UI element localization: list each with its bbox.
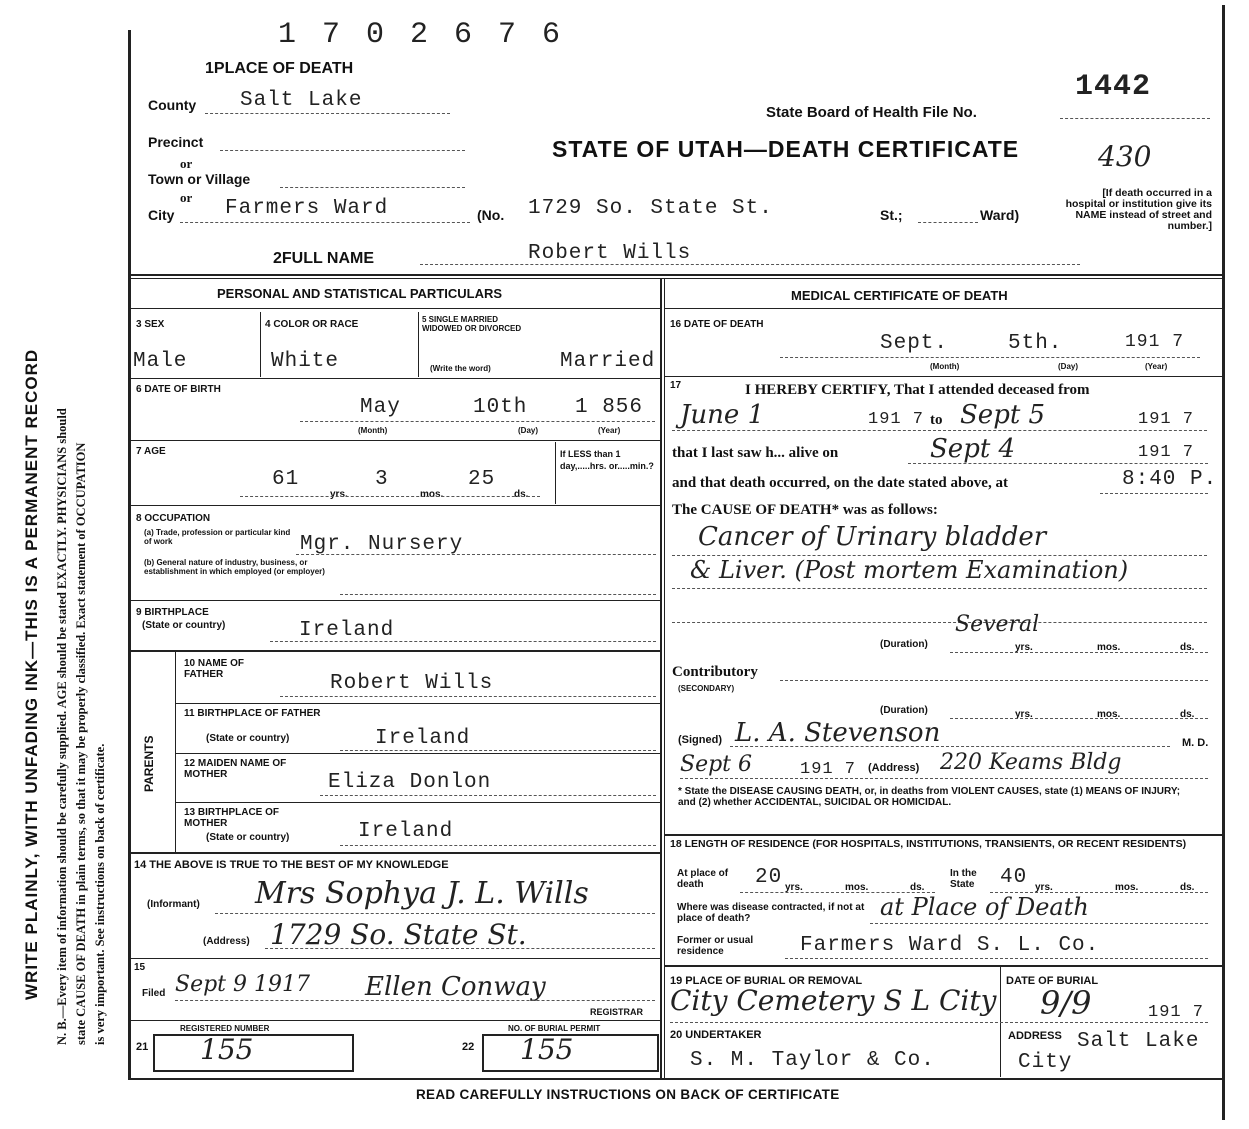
cause-of-death-line2: & Liver. (Post mortem Examination) [690, 556, 1129, 584]
former-residence-line [785, 958, 1208, 959]
mother-birthplace-value: Ireland [358, 820, 454, 843]
cause-line-2 [672, 588, 1207, 589]
occupation-a-label: (a) Trade, profession or particular kind of work [144, 528, 291, 546]
sex-value: Male [133, 350, 188, 373]
attended-to: Sept 5 [960, 400, 1046, 430]
date-of-death-day: 5th. [1008, 332, 1063, 355]
former-residence-value: Farmers Ward S. L. Co. [800, 934, 1100, 957]
cause-of-death-label: The CAUSE OF DEATH* was as follows: [672, 502, 938, 518]
registered-number-label: REGISTERED NUMBER [180, 1024, 270, 1033]
file-no-line [1060, 118, 1210, 119]
sex-label: 3 SEX [136, 319, 165, 330]
certify-number: 17 [670, 380, 682, 391]
file-no-label: State Board of Health File No. [766, 104, 977, 121]
filed-line [175, 1000, 655, 1001]
dob-day: 10th [473, 396, 528, 419]
cause-footnote: * State the DISEASE CAUSING DEATH, or, in deaths from VIOLENT CAUSES, state (1) MEANS OF INJURY; and (2) whether ACCIDENTAL, SUICIDAL OR HOMICIDAL. [678, 786, 1181, 808]
mother-line [320, 795, 656, 796]
personal-rule-9 [128, 1020, 660, 1021]
dob-month: May [360, 396, 401, 419]
personal-rule-3 [128, 440, 660, 441]
margin-note-line1: N. B.—Every item of information should be carefully supplied. AGE should be stated EXACTLY. PHYSICIANS should [55, 408, 69, 1045]
certificate-title: STATE OF UTAH—DEATH CERTIFICATE [552, 136, 1020, 162]
physician-signature: L. A. Stevenson [735, 718, 941, 748]
in-state-yrs: yrs. [1035, 882, 1053, 893]
dod-year-caption: (Year) [1145, 362, 1168, 371]
place-of-death-label: 1PLACE OF DEATH [205, 60, 354, 77]
employer-line [340, 594, 656, 595]
registered-number-value: 155 [200, 1033, 254, 1066]
personal-rule-6 [128, 650, 660, 652]
medical-rule-1 [664, 308, 1222, 309]
doctor-address-value: 220 Keams Bldg [940, 750, 1122, 775]
burial-year: 191 7 [1148, 1003, 1205, 1022]
dob-year: 1 856 [575, 396, 644, 419]
informant-value: Mrs Sophya J. L. Wills [255, 876, 589, 911]
margin-permanent-record: WRITE PLAINLY, WITH UNFADING INK—THIS IS A PERMANENT RECORD [22, 348, 41, 1000]
filed-number: 15 [134, 962, 146, 973]
mother-value: Eliza Donlon [328, 771, 492, 794]
date-of-death-line [780, 357, 1200, 358]
burial-date-label: DATE OF BURIAL [1006, 975, 1099, 987]
at-place-yrs: yrs. [785, 882, 803, 893]
margin-note-line2: state CAUSE OF DEATH in plain terms, so that it may be properly classified. Exact statement of OCCUPATION [74, 442, 88, 1045]
county-line [205, 113, 450, 114]
center-divider [660, 278, 662, 1078]
contributory-line [780, 680, 1208, 681]
header-rule-2 [128, 278, 1222, 279]
occupation-b-label: (b) General nature of industry, business, or establishment in which employed (or employer) [144, 558, 325, 576]
instructions-footer: READ CAREFULLY INSTRUCTIONS ON BACK OF CERTIFICATE [416, 1087, 840, 1102]
parents-label: PARENTS [142, 735, 156, 792]
full-name-line [420, 264, 1080, 265]
city-label: City [148, 207, 175, 223]
dod-month-caption: (Month) [930, 362, 960, 371]
birthplace-value: Ireland [299, 619, 395, 642]
county-value: Salt Lake [240, 89, 363, 112]
age-label: 7 AGE [136, 446, 166, 457]
personal-section-title: PERSONAL AND STATISTICAL PARTICULARS [217, 286, 503, 301]
informant-line [215, 913, 655, 914]
doctor-address-label: (Address) [868, 762, 920, 774]
personal-rule-4 [128, 505, 660, 506]
contracted-line [870, 923, 1208, 924]
duration-value: Several [955, 612, 1040, 637]
medical-rule-4 [664, 965, 1222, 967]
residence-label: 18 LENGTH OF RESIDENCE (FOR HOSPITALS, INSTITUTIONS, TRANSIENTS, OR RECENT RESIDENTS) [670, 838, 1187, 850]
contracted-label: Where was disease contracted, if not at place of death? [677, 902, 865, 924]
full-name-label: 2FULL NAME [273, 250, 375, 267]
personal-rule-1 [128, 308, 660, 309]
last-saw-year: 191 7 [1138, 443, 1195, 462]
filed-label: Filed [142, 988, 166, 999]
father-birthplace-line [340, 750, 656, 751]
registrar-signature: Ellen Conway [365, 972, 546, 1002]
in-state-mos: mos. [1115, 882, 1139, 893]
or-label-2: or [180, 190, 193, 205]
contributory-label: Contributory [672, 664, 758, 680]
age-days: 25 [468, 468, 496, 491]
death-time-line [1100, 493, 1208, 494]
ward-label: Ward) [980, 207, 1020, 223]
informant-address-line [265, 948, 655, 949]
duration-line [950, 652, 1208, 653]
father-birthplace-value: Ireland [375, 727, 471, 750]
burial-date-value: 9/9 [1040, 984, 1092, 1022]
attended-from-year: 191 7 [868, 410, 925, 429]
father-birthplace-hint: (State or country) [206, 733, 290, 744]
margin-note-line3: is very important. See instructions on back of certificate. [93, 743, 107, 1045]
burial-permit-field: 22 [462, 1041, 475, 1053]
parents-rule-2 [175, 753, 660, 754]
undertaker-label: 20 UNDERTAKER [670, 1029, 762, 1041]
dob-month-caption: (Month) [358, 426, 388, 435]
precinct-line [220, 150, 465, 151]
burial-place-value: City Cemetery S L City [670, 984, 997, 1017]
personal-rule-8 [128, 958, 660, 959]
town-line [280, 187, 465, 188]
center-divider-2 [664, 278, 665, 1078]
registered-number-box [153, 1034, 354, 1072]
personal-rule-7 [128, 852, 660, 854]
father-value: Robert Wills [330, 672, 494, 695]
hospital-note: [If death occurred in a hospital or institution give its NAME instead of street and number.] [1065, 187, 1212, 232]
burial-place-label: 19 PLACE OF BURIAL OR REMOVAL [670, 975, 863, 987]
date-of-death-month: Sept. [880, 332, 949, 355]
color-divider [418, 312, 419, 377]
informant-label: (Informant) [147, 899, 200, 910]
last-saw-text: that I last saw h... alive on [672, 445, 839, 461]
at-place-ds: ds. [910, 882, 925, 893]
county-label: County [148, 97, 197, 113]
last-saw-date: Sept 4 [930, 434, 1016, 464]
dob-label: 6 DATE OF BIRTH [136, 384, 221, 395]
death-occurred-text: and that death occurred, on the date stated above, at [672, 475, 1008, 491]
undertaker-value: S. M. Taylor & Co. [690, 1049, 935, 1072]
duration-label: (Duration) [880, 639, 928, 650]
signed-date: Sept 6 [680, 752, 753, 777]
contracted-value: at Place of Death [880, 893, 1089, 921]
informant-address-label: (Address) [203, 936, 250, 947]
informant-address-value: 1729 So. State St. [270, 918, 527, 951]
or-label-1: or [180, 156, 193, 171]
mother-birthplace-label: 13 BIRTHPLACE OF MOTHER [184, 807, 280, 829]
dod-day-caption: (Day) [1058, 362, 1079, 371]
parents-divider [175, 652, 176, 852]
medical-rule-3 [664, 834, 1222, 836]
marital-hint: (Write the word) [430, 364, 491, 373]
in-state-label: In the State [950, 868, 977, 890]
doctor-address-line [680, 778, 1208, 779]
left-border [128, 30, 131, 1080]
registered-number-field: 21 [136, 1041, 149, 1053]
cause-line-3 [672, 622, 1207, 623]
registrar-label: REGISTRAR [590, 1007, 644, 1017]
undertaker-address-line1: Salt Lake [1077, 1030, 1200, 1053]
at-place-label: At place of death [677, 868, 729, 890]
duration-yrs: yrs. [1015, 642, 1033, 653]
personal-rule-2 [128, 378, 660, 379]
attended-from: June 1 [680, 400, 765, 430]
title-annotation: 430 [1098, 140, 1152, 173]
signed-line [730, 746, 1170, 747]
date-of-death-label: 16 DATE OF DEATH [670, 319, 764, 330]
cause-of-death-line1: Cancer of Urinary bladder [698, 522, 1047, 552]
occupation-line [296, 554, 656, 555]
secondary-label: (SECONDARY) [678, 684, 735, 693]
age-ds-caption: ds. [514, 489, 529, 500]
last-saw-line [908, 463, 1208, 464]
attended-to-year: 191 7 [1138, 410, 1195, 429]
contributory-yrs: yrs. [1015, 709, 1033, 720]
file-no-value: 1442 [1075, 70, 1152, 104]
duration-ds: ds. [1180, 642, 1195, 653]
marital-label: 5 SINGLE MARRIED WIDOWED OR DIVORCED [422, 315, 522, 333]
contributory-duration-label: (Duration) [880, 705, 928, 716]
contributory-mos: mos. [1097, 709, 1121, 720]
undertaker-address-line2: City [1018, 1051, 1073, 1074]
street-address: 1729 So. State St. [528, 197, 773, 220]
color-value: White [271, 350, 340, 373]
to-label: to [930, 412, 943, 428]
occupation-label: 8 OCCUPATION [136, 513, 211, 524]
death-time: 8:40 P. [1122, 468, 1218, 491]
parents-rule-1 [175, 703, 660, 704]
md-label: M. D. [1182, 737, 1209, 749]
header-rule [128, 274, 1222, 276]
former-residence-label: Former or usual residence [677, 935, 754, 957]
age-divider [555, 442, 556, 504]
undertaker-address-label: ADDRESS [1008, 1030, 1062, 1042]
sex-divider [260, 312, 261, 377]
age-mos-caption: mos. [420, 489, 444, 500]
father-label: 10 NAME OF FATHER [184, 658, 245, 680]
age-years: 61 [272, 468, 300, 491]
age-months: 3 [375, 468, 389, 491]
address-no-label: (No. [477, 207, 505, 223]
birthplace-label: 9 BIRTHPLACE [136, 607, 209, 618]
burial-permit-value: 155 [520, 1033, 574, 1066]
at-place-mos: mos. [845, 882, 869, 893]
age-yrs-caption: yrs. [330, 489, 348, 500]
attended-line [672, 430, 1207, 431]
father-line [280, 696, 656, 697]
mother-birthplace-line [340, 845, 656, 846]
mother-birthplace-hint: (State or country) [206, 832, 290, 843]
date-of-death-year: 191 7 [1125, 332, 1185, 352]
birthplace-line [270, 641, 656, 642]
in-state-years: 40 [1000, 866, 1028, 889]
occupation-value: Mgr. Nursery [300, 533, 464, 556]
dob-line [300, 421, 655, 422]
father-birthplace-label: 11 BIRTHPLACE OF FATHER [184, 708, 321, 719]
in-state-ds: ds. [1180, 882, 1195, 893]
certificate-number: 1 7 0 2 6 7 6 [278, 18, 565, 52]
city-line [180, 222, 470, 223]
precinct-label: Precinct [148, 134, 204, 150]
dob-day-caption: (Day) [518, 426, 539, 435]
signed-year: 191 7 [800, 760, 857, 779]
dob-year-caption: (Year) [598, 426, 621, 435]
ward-line [918, 222, 978, 223]
marital-value: Married [560, 350, 656, 373]
street-label: St.; [880, 207, 903, 223]
informant-intro: 14 THE ABOVE IS TRUE TO THE BEST OF MY KNOWLEDGE [134, 859, 449, 871]
right-border [1222, 5, 1225, 1120]
town-label: Town or Village [148, 171, 251, 187]
personal-rule-5 [128, 600, 660, 601]
contributory-ds: ds. [1180, 709, 1195, 720]
duration-mos: mos. [1097, 642, 1121, 653]
city-value: Farmers Ward [225, 197, 389, 220]
burial-permit-label: NO. OF BURIAL PERMIT [508, 1024, 601, 1033]
color-label: 4 COLOR OR RACE [265, 319, 359, 330]
burial-line [670, 1022, 1208, 1023]
contributory-duration-line [950, 718, 1208, 719]
bottom-rule [128, 1078, 1222, 1080]
parents-rule-3 [175, 802, 660, 803]
medical-section-title: MEDICAL CERTIFICATE OF DEATH [791, 288, 1008, 303]
mother-label: 12 MAIDEN NAME OF MOTHER [184, 758, 287, 780]
at-place-years: 20 [755, 866, 783, 889]
certify-text: I HEREBY CERTIFY, That I attended deceased from [745, 382, 1090, 398]
filed-date: Sept 9 1917 [175, 972, 310, 997]
birthplace-hint: (State or country) [142, 620, 226, 631]
signed-label: (Signed) [678, 734, 722, 746]
less-than-day: If LESS than 1 day,.....hrs. or.....min.? [560, 449, 654, 471]
age-line [240, 496, 540, 497]
medical-rule-2 [664, 376, 1222, 377]
full-name-value: Robert Wills [528, 242, 692, 265]
